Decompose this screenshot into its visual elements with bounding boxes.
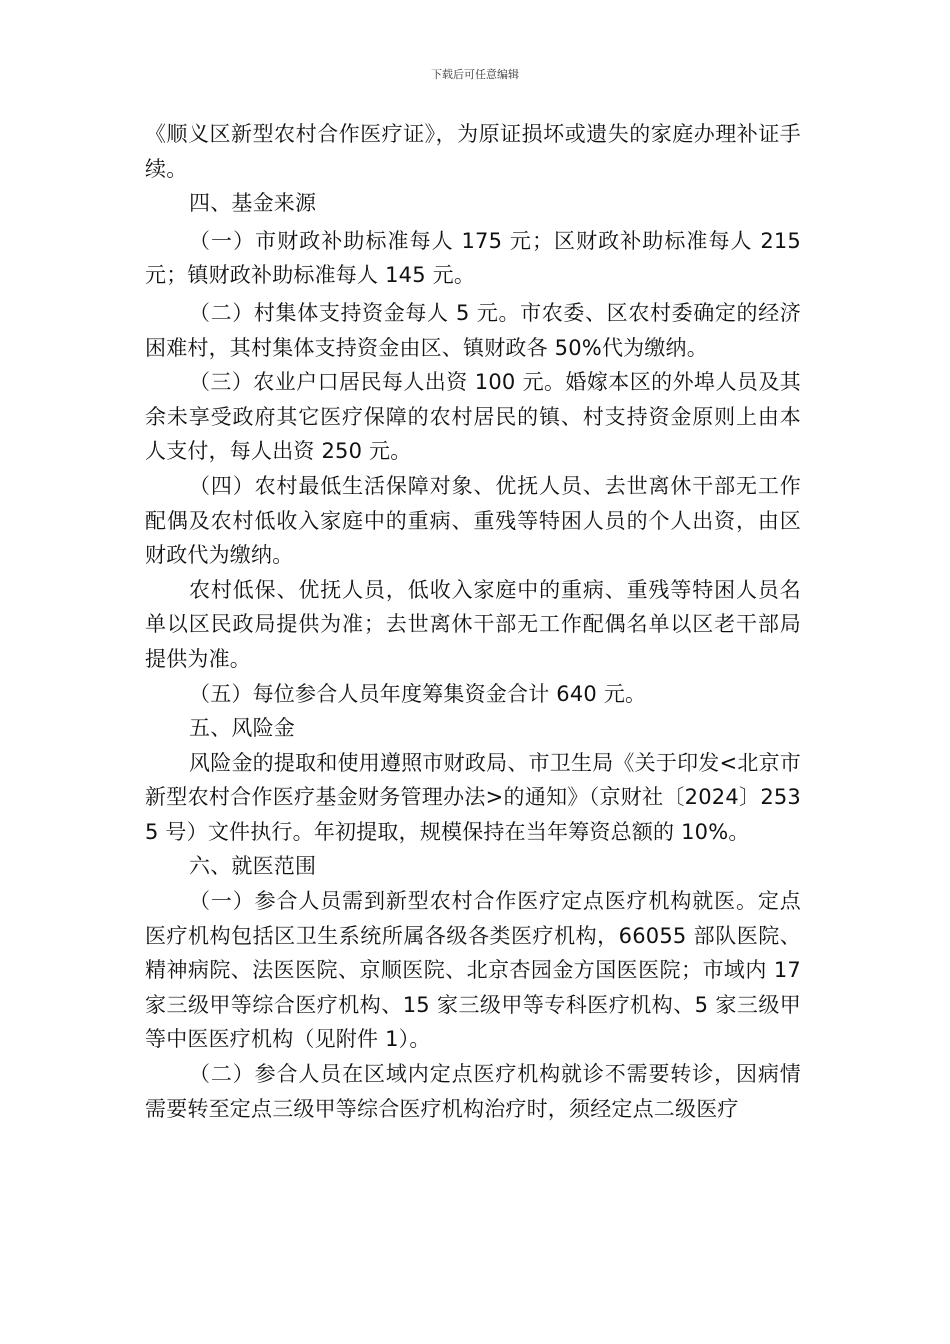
- paragraph: （一）参合人员需到新型农村合作医疗定点医疗机构就医。定点医疗机构包括区卫生系统所属各级各类医疗机构，66055 部队医院、精神病院、法医医院、京顺医院、北京杏园金方国医医院；市域内 17 家三级甲等综合医疗机构、15 家三级甲等专科医疗机构、5 家三级甲等中医医疗机构（见附件 1）。: [145, 889, 801, 1052]
- paragraph: （二）参合人员在区域内定点医疗机构就诊不需要转诊，因病情需要转至定点三级甲等综合医疗机构治疗时，须经定点二级医疗: [145, 1062, 801, 1121]
- paragraph: （三）农业户口居民每人出资 100 元。婚嫁本区的外埠人员及其余未享受政府其它医疗保障的农村居民的镇、村支持资金原则上由本人支付，每人出资 250 元。: [145, 370, 801, 464]
- paragraph: （二）村集体支持资金每人 5 元。市农委、区农村委确定的经济困难村，其村集体支持资金由区、镇财政各 50%代为缴纳。: [145, 300, 801, 360]
- page-header: 下载后可任意编辑: [431, 68, 519, 81]
- paragraph: （一）市财政补助标准每人 175 元；区财政补助标准每人 215 元；镇财政补助标准每人 145 元。: [145, 228, 801, 288]
- section-heading: 六、就医范围: [189, 854, 317, 879]
- paragraph: 农村低保、优抚人员，低收入家庭中的重病、重残等特困人员名单以区民政局提供为准；去世离休干部无工作配偶名单以区老干部局提供为准。: [145, 577, 801, 671]
- paragraph: 风险金的提取和使用遵照市财政局、市卫生局《关于印发<北京市新型农村合作医疗基金财务管理办法>的通知》（京财社〔2024〕2535 号）文件执行。年初提取，规模保持在当年筹资总额的 10%。: [145, 750, 801, 844]
- paragraph: （五）每位参合人员年度筹集资金合计 640 元。: [189, 681, 647, 706]
- document-body: [145, 117, 801, 1126]
- paragraph: 《顺义区新型农村合作医疗证》，为原证损坏或遗失的家庭办理补证手续。: [145, 122, 801, 181]
- section-heading: 四、基金来源: [189, 191, 317, 216]
- section-heading: 五、风险金: [189, 716, 295, 741]
- paragraph: （四）农村最低生活保障对象、优抚人员、去世离休干部无工作配偶及农村低收入家庭中的重病、重残等特困人员的个人出资，由区财政代为缴纳。: [145, 473, 801, 568]
